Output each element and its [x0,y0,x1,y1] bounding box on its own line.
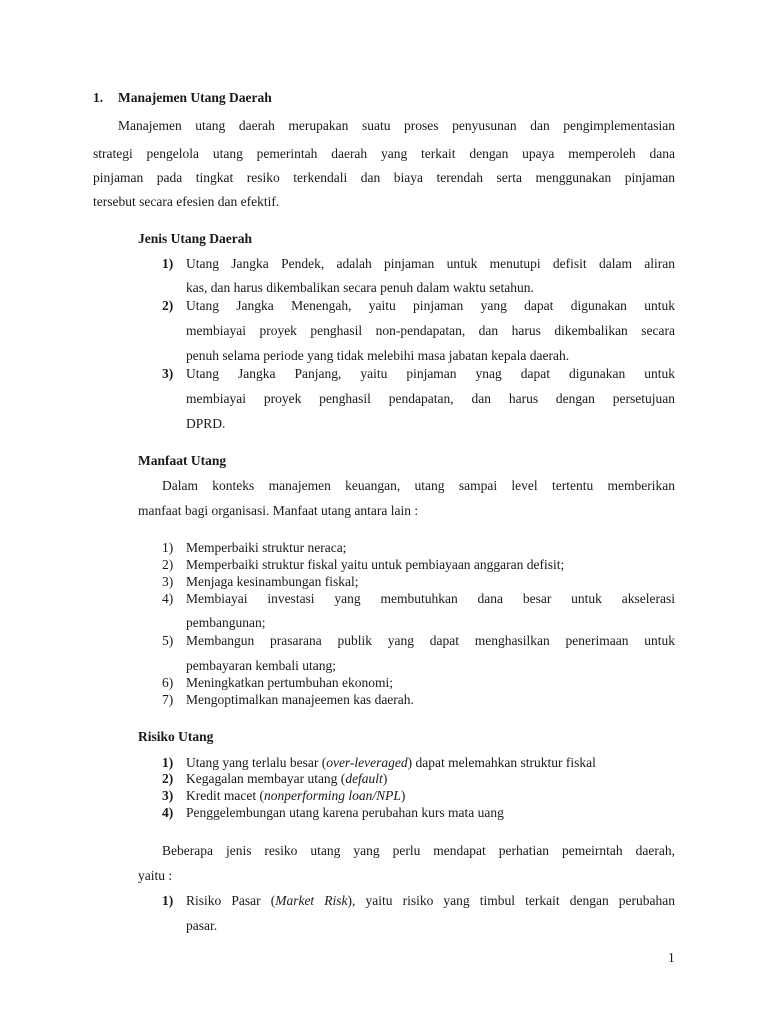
text-segment: Utang yang terlalu besar ( [186,755,327,770]
list-line: Membiayai investasi yang membutuhkan dana besar untuk akselerasi [186,591,675,606]
list-line: Utang Jangka Pendek, adalah pinjaman untuk menutupi defisit dalam aliran [186,256,675,271]
list-line: pasar. [186,918,218,933]
list-number: 4) [162,805,174,820]
list-number: 3) [162,366,174,381]
list-line: Penggelembungan utang karena perubahan kurs mata uang [186,805,504,820]
list-number: 1) [162,893,174,908]
list-line: penuh selama periode yang tidak melebihi masa jabatan kepala daerah. [186,348,570,363]
list-line: kas, dan harus dikembalikan secara penuh dalam waktu setahun. [186,280,534,295]
page-number: 1 [668,950,675,965]
list-line: Menjaga kesinambungan fiskal; [186,574,359,589]
list-line: Mengoptimalkan manajeemen kas daerah. [186,692,414,707]
section-title: Manajemen Utang Daerah [118,90,272,105]
manfaat-intro-line: Dalam konteks manajemen keuangan, utang sampai level tertentu memberikan [162,478,675,493]
list-line: membiayai proyek penghasil non-pendapatan, dan harus dikembalikan secara [186,323,675,338]
list-number: 4) [162,591,174,606]
list-line: Meningkatkan pertumbuhan ekonomi; [186,675,393,690]
list-number: 3) [162,788,174,803]
text-segment: Kegagalan membayar utang ( [186,771,346,786]
list-number: 5) [162,633,174,648]
list-line: Utang Jangka Menengah, yaitu pinjaman yang dapat digunakan untuk [186,298,675,313]
list-line: pembangunan; [186,615,266,630]
italic-term: over-leveraged [326,755,408,770]
list-line [186,893,675,909]
list-number: 1) [162,755,174,770]
risiko-intro-line: Beberapa jenis resiko utang yang perlu mendapat perhatian pemeirntah daerah, [162,843,675,858]
risiko-heading: Risiko Utang [138,729,214,744]
list-line: Membangun prasarana publik yang dapat menghasilkan penerimaan untuk [186,633,675,648]
section-number: 1. [93,90,104,105]
list-line: Utang Jangka Panjang, yaitu pinjaman ynag dapat digunakan untuk [186,366,675,381]
manfaat-intro-line: manfaat bagi organisasi. Manfaat utang antara lain : [138,503,419,518]
intro-line: tersebut secara efesien dan efektif. [93,194,280,209]
list-number: 6) [162,675,174,690]
list-number: 2) [162,298,174,313]
italic-term: nonperforming loan/NPL [263,788,401,803]
list-number: 7) [162,692,174,707]
list-number: 1) [162,540,174,555]
list-line: membiayai proyek penghasil pendapatan, dan harus dengan persetujuan [186,391,675,406]
text-segment: Risiko Pasar ( [186,893,276,908]
list-line [186,771,387,787]
intro-line: pinjaman pada tingkat resiko terkendali dan biaya terendah serta menggunakan pinjaman [93,170,675,185]
list-line: Memperbaiki struktur neraca; [186,540,347,555]
intro-line: strategi pengelola utang pemerintah daerah yang terkait dengan upaya memperoleh dana [93,146,675,161]
list-line [186,755,596,771]
intro-line: Manajemen utang daerah merupakan suatu proses penyusunan dan pengimplementasian [118,118,675,133]
list-number: 2) [162,557,174,572]
list-line: Memperbaiki struktur fiskal yaitu untuk pembiayaan anggaran defisit; [186,557,565,572]
list-line: pembayaran kembali utang; [186,658,336,673]
list-number: 3) [162,574,174,589]
italic-term: Market Risk [275,893,348,908]
text-segment: ) [400,788,406,803]
text-segment: ), yaitu risiko yang timbul terkait dengan perubahan [347,893,676,908]
italic-term: default [345,771,383,786]
manfaat-heading: Manfaat Utang [138,453,227,468]
risiko-intro-line: yaitu : [138,868,173,883]
jenis-heading: Jenis Utang Daerah [138,231,252,246]
list-number: 1) [162,256,174,271]
list-number: 2) [162,771,174,786]
list-line: DPRD. [186,416,226,431]
text-segment: ) dapat melemahkan struktur fiskal [407,755,596,770]
text-segment: Kredit macet ( [186,788,264,803]
list-line [186,788,405,804]
text-segment: ) [382,771,388,786]
